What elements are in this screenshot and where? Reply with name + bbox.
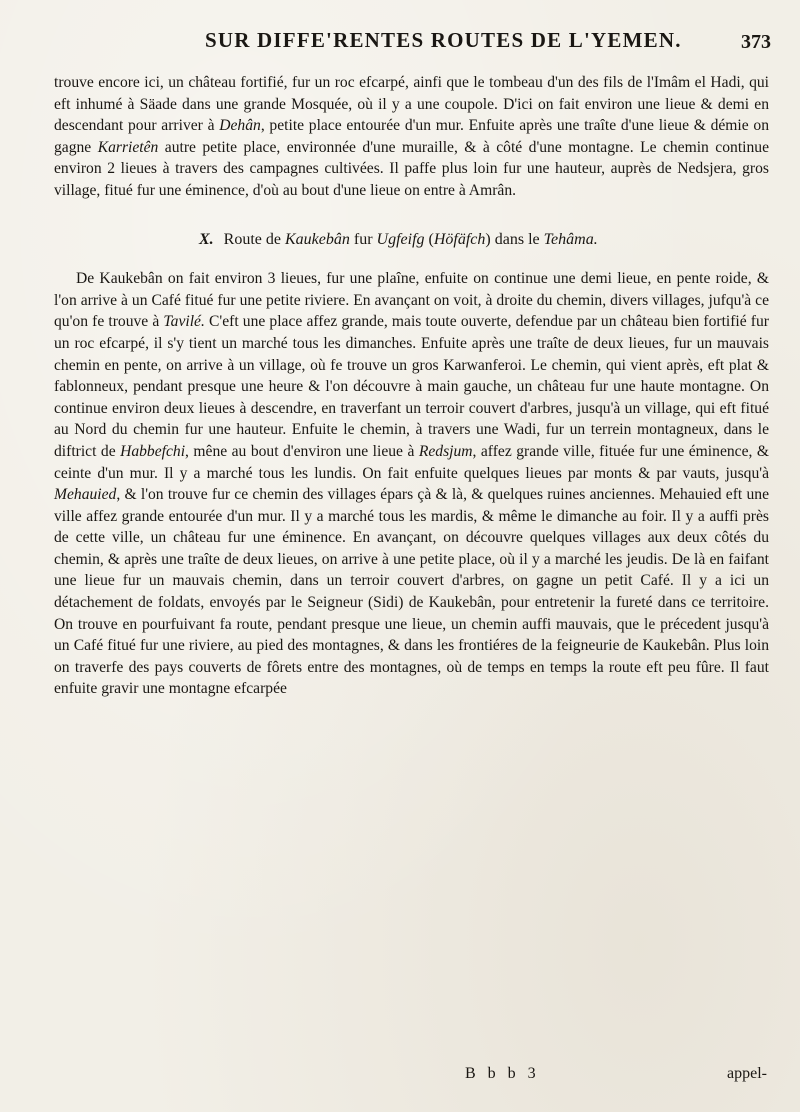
text-run: , mêne au bout d'environ une lieue à [185, 442, 419, 460]
text-run: , & l'on trouve fur ce chemin des villages épars çà & là, & quelques ruines anciennes. Mehauied eft une ville affez grande entourée d'un mur. Il y a marché tous les mardis, & même le dimanche au foir. Il y a auffi près de cette ville, un château fur une éminence. En avançant, on découvre quelques villages aux deux côtés du chemin, & après une traîte de deux lieues, on arrive à une petite place, où il y a marché les jeudis. De là en faifant une lieue fur un mauvais chemin, dans un terroir couvert d'arbres, on gagne un petit Café. Il y a ici un détachement de foldats, envoyés par le Seigneur (Sidi) de Kaukebân, pour entretenir la fureté dans ce territoire. On trouve en pourfuivant fa route, pendant presque une lieue, un chemin auffi mauvais, que le précedent jusqu'à un Café fitué fur une riviere, au pied des montagnes, & dans les frontiéres de la feigneurie de Kaukebân. Plus loin on traverfe des pays couverts de fôrets entre des montagnes, où de temps en temps la route eft peu fûre. Il faut enfuite gravir une montagne efcarpée [54, 486, 769, 698]
heading-text: ( [424, 230, 434, 248]
heading-place-kaukeban: Kaukebân [285, 230, 350, 248]
heading-place-hofafch: Höfäfch [433, 230, 486, 248]
heading-place-tehama: Tehâma. [543, 230, 598, 248]
heading-text: ) dans le [485, 230, 544, 248]
catchword: appel- [727, 1065, 767, 1082]
paragraph-continued [54, 72, 769, 202]
heading-place-ugfeifg: Ugfeifg [376, 230, 425, 248]
running-title: SUR DIFFE'RENTES ROUTES DE L'YEMEN. [205, 28, 682, 52]
text-run: C'eft une place affez grande, mais toute ouverte, defendue par un château bien fortifié fur un roc efcarpé, il s'y tient un marché tous les dimanches. Enfuite après une traîte de deux lieues, fur un mauvais chemin en pente, on arrive à un village, où fe trouve un gros Karwanferoi. Le chemin, qui vient après, eft plat & fablonneux, pendant presque une heure & l'on découvre à main gauche, un château fur une haute montagne. On continue environ deux lieues à descendre, en traverfant un terroir couvert d'arbres, jusqu'à un village, qui eft fitué au Nord du chemin fur une hauteur. Enfuite le chemin, à travers une Wadi, fur un terrein montagneux, dans le diftrict de [54, 313, 769, 460]
page-footer [0, 1065, 800, 1089]
place-name-karrietan: Karrietên [97, 138, 159, 156]
place-name-mehauied: Mehauied [54, 486, 117, 504]
body-text [54, 72, 769, 700]
place-name-dehan: Dehân [219, 117, 261, 135]
section-heading [54, 229, 769, 251]
heading-text: Route de [223, 230, 285, 248]
text-run: trouve encore ici, un château fortifié, fur un roc efcarpé, ainfi que le tombeau d'un des fils de l'Imâm el Hadi, qui eft inhumé à Säade dans une grande Mosquée, où il y a une coupole. D'ici on fait environ une lieue & demi en descendant pour arriver à [54, 74, 769, 135]
section-numeral: X. [199, 230, 214, 248]
paragraph-route [54, 268, 769, 700]
text-run: , petite place entourée d'un mur. Enfuite après une traîte d'une lieue & démie on gagne [54, 117, 769, 156]
place-name-habbefchi: Habbefchi [120, 442, 186, 460]
heading-text: fur [349, 230, 377, 248]
place-name-redsjum: Redsjum [418, 442, 473, 460]
text-run: autre petite place, environnée d'une muraille, & à côté d'une montagne. Le chemin continue environ 2 lieues à travers des campagnes cultivées. Il paffe plus loin fur une hauteur, auprès de Nedsjera, gros village, fitué fur une éminence, d'où au bout d'une lieue on entre à Amrân. [54, 138, 769, 199]
text-run: De Kaukebân on fait environ 3 lieues, fur une plaîne, enfuite on continue une demi lieue, en pente roide, & l'on arrive à un Café fitué fur une petite riviere. En avançant on voit, à droite du chemin, divers villages, jufqu'à ce qu'on fe trouve à [54, 270, 769, 331]
text-run: , affez grande ville, fituée fur une éminence, & ceinte d'un mur. Il y a marché tous les lundis. On fait enfuite quelques lieues par monts & par vauts, jusqu'à [54, 442, 769, 482]
signature-mark: B b b 3 [465, 1065, 540, 1082]
place-name-tavile: Tavilé. [163, 313, 205, 331]
page-number: 373 [741, 31, 771, 53]
page-header [0, 22, 800, 62]
